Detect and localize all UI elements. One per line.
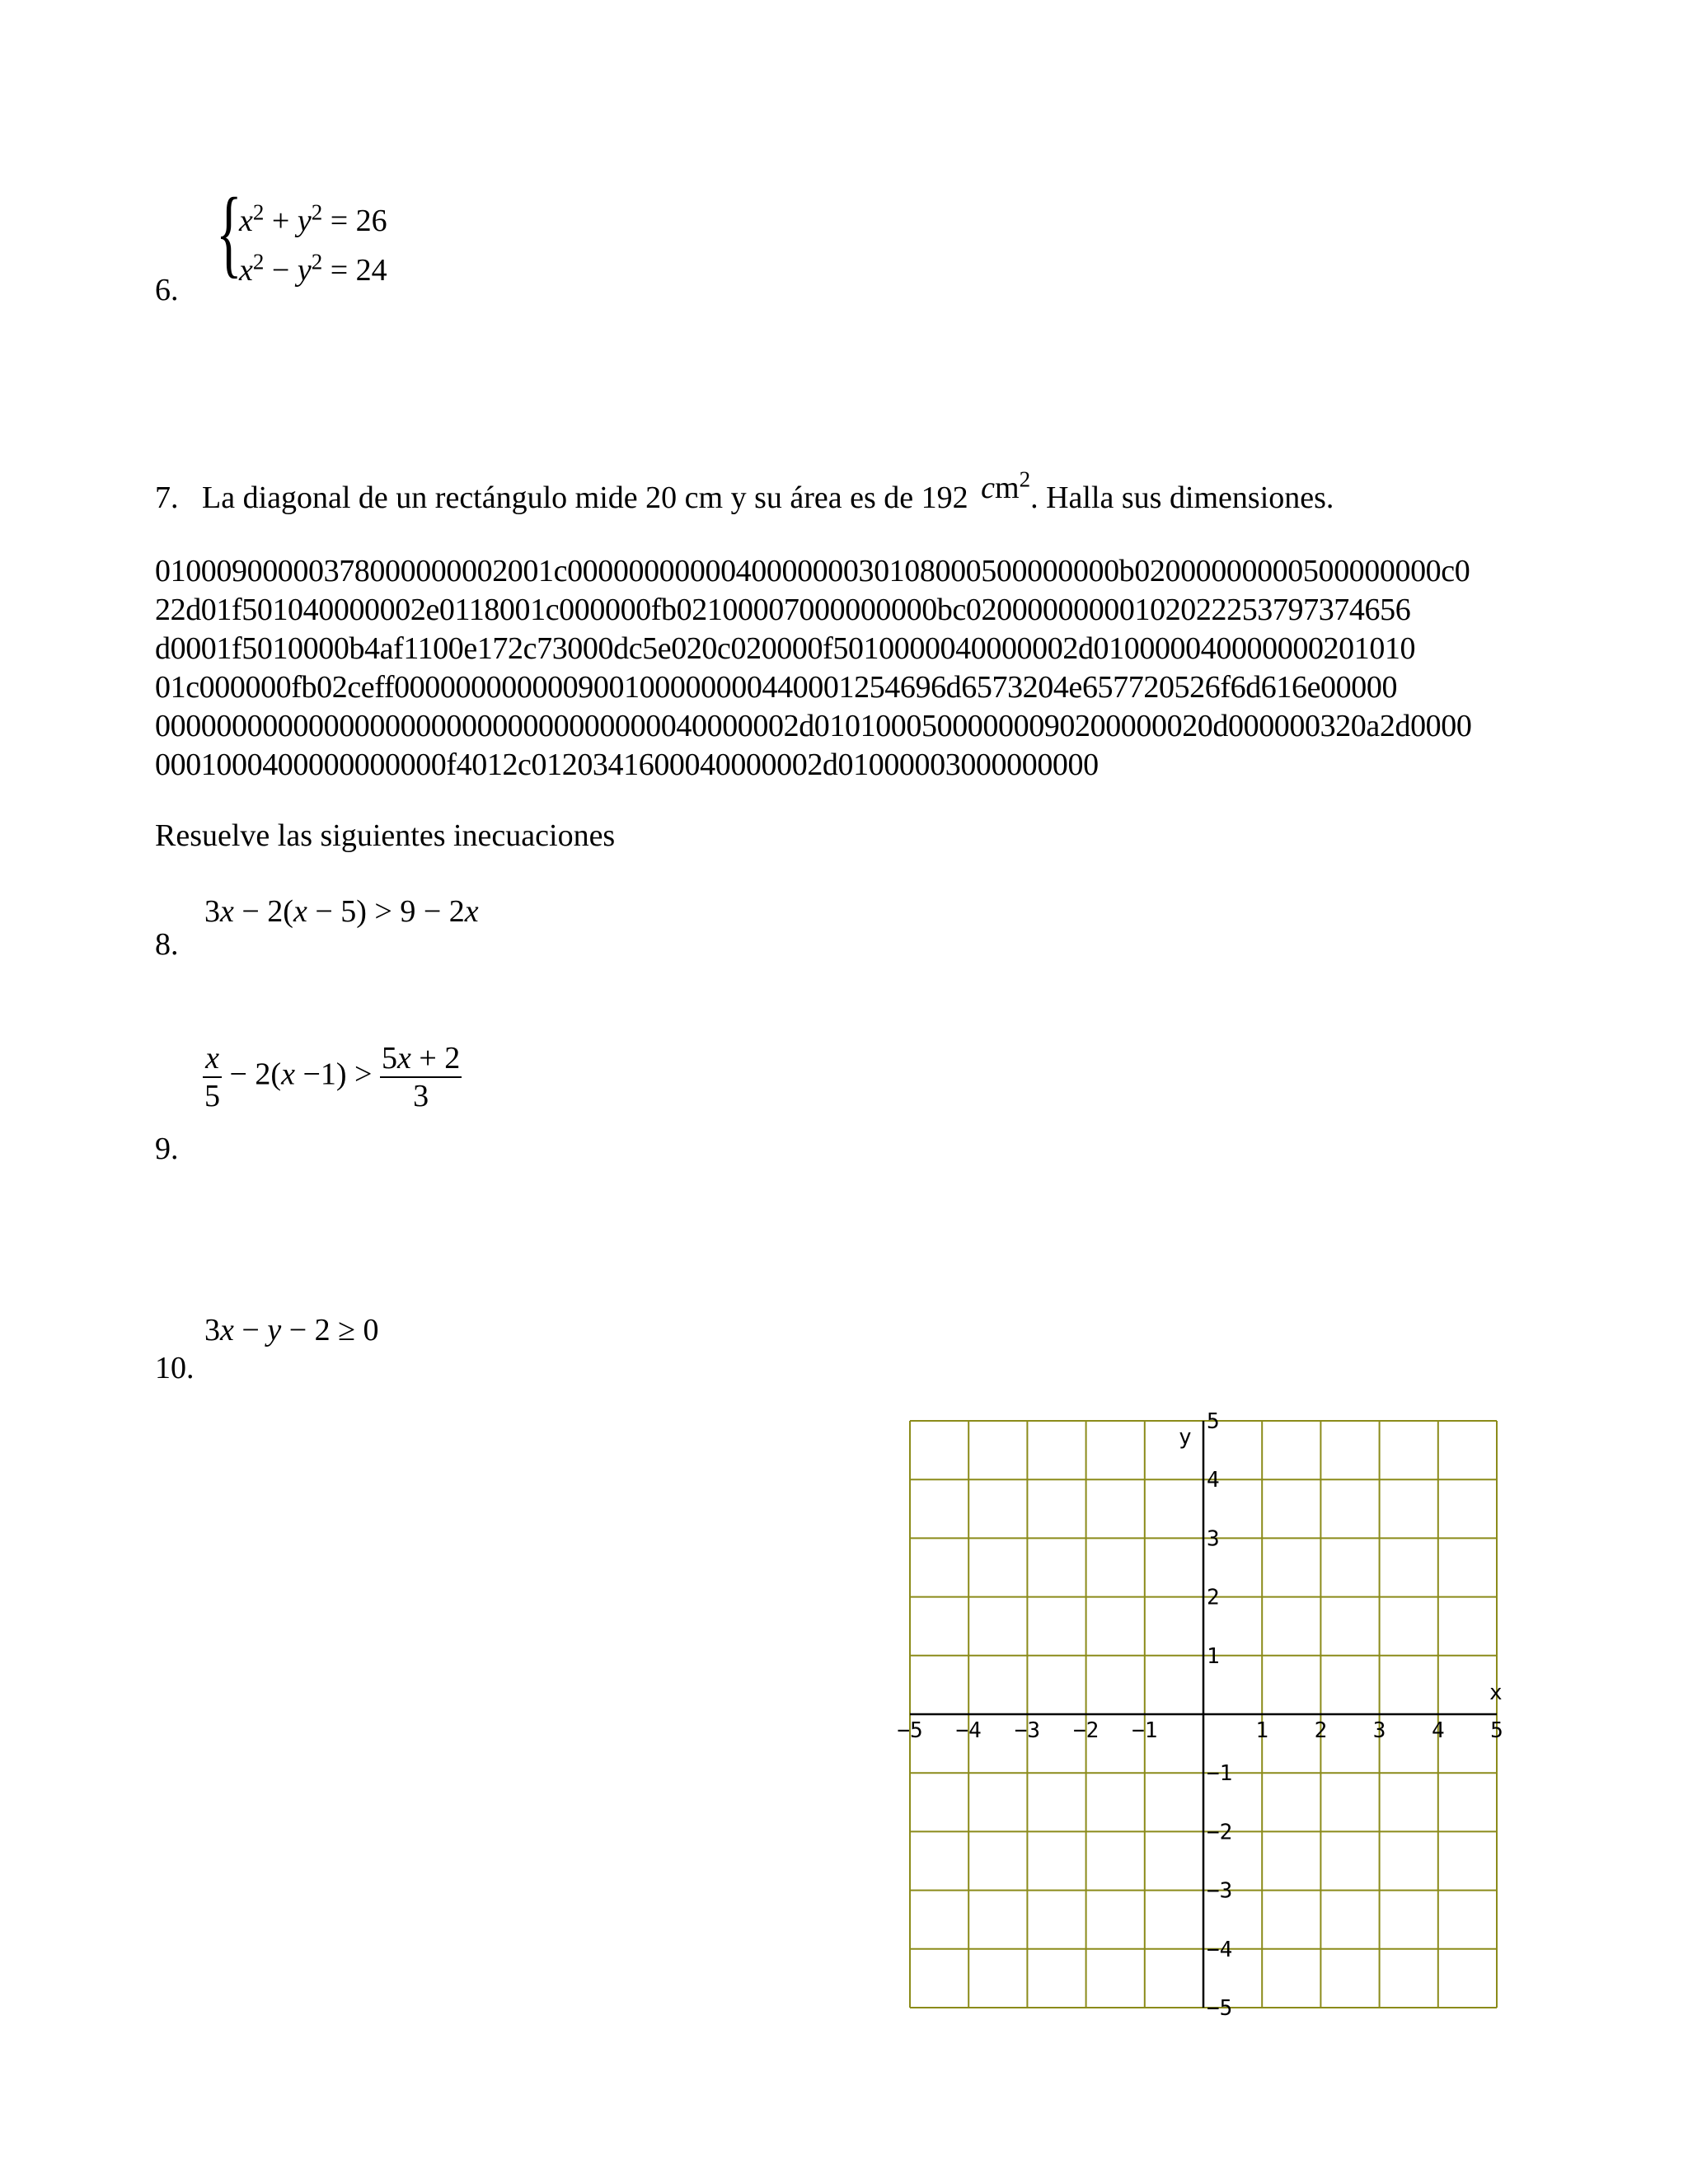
y-tick-label: 1 <box>1207 1643 1220 1669</box>
problem-7 <box>155 466 1334 516</box>
fraction-5x-plus-2-over-3: $\frac{5x + 2}{3}$ <box>381 1041 461 1113</box>
problem-10-inequality: 3x − y − 2 ≥ 0 <box>204 1313 379 1347</box>
x-tick-label: 2 <box>1314 1718 1328 1743</box>
y-tick-label: 2 <box>1207 1585 1220 1610</box>
y-tick-label: −5 <box>1207 1996 1233 2021</box>
y-tick-label: −3 <box>1207 1878 1233 1904</box>
hex-line: 01000900000378000000002001c000000000004000000030108000500000000b02000000000500000000c0 <box>155 554 1470 588</box>
embedded-object-hex-data <box>155 552 1471 785</box>
hex-line: 0001000400000000000f4012c0120341600040000002d01000003000000000 <box>155 748 1099 782</box>
problem-6-number: 6. <box>155 273 179 307</box>
system-brace: { <box>216 177 242 287</box>
problem-8-number: 8. <box>155 927 179 962</box>
hex-line: 000000000000000000000000000000000040000002d01010005000000090200000020d000000320a2d0000 <box>155 709 1472 743</box>
problem-7-text-end: . Halla sus dimensiones. <box>1030 480 1334 515</box>
problem-8-inequality: 3x − 2(x − 5) > 9 − 2x <box>204 894 479 929</box>
x-tick-label: −3 <box>1014 1718 1041 1743</box>
fraction-x-over-5: $\frac{x}{5}$ <box>204 1041 220 1113</box>
problem-9-number: 9. <box>155 1132 179 1166</box>
problem-6-equation-1: $x^2 + y^2 = 26$ <box>239 199 387 238</box>
x-tick-label: −1 <box>1132 1718 1158 1743</box>
y-tick-label: −2 <box>1207 1820 1233 1845</box>
axes <box>910 1421 1497 2008</box>
y-tick-label: 4 <box>1207 1468 1220 1493</box>
y-axis-label: y <box>1179 1425 1192 1450</box>
y-tick-label: 5 <box>1207 1409 1220 1434</box>
problem-7-unit: $cm^2$ <box>981 466 1031 505</box>
section-title: Resuelve las siguientes inecuaciones <box>155 818 616 853</box>
x-tick-label: −4 <box>955 1718 982 1743</box>
y-tick-label: −1 <box>1207 1761 1233 1787</box>
x-tick-label: 1 <box>1255 1718 1269 1743</box>
problem-9-inequality: $\frac{x}{5}$ − 2(x −1) > $\frac{5x + 2}{3}$ <box>204 1041 461 1113</box>
x-axis-label: x <box>1489 1680 1503 1705</box>
x-tick-label: −2 <box>1072 1718 1100 1743</box>
x-tick-label: −5 <box>897 1718 923 1743</box>
problem-7-number: 7. <box>155 480 179 515</box>
problem-10-number: 10. <box>155 1351 195 1385</box>
x-tick-label: 3 <box>1372 1718 1386 1743</box>
hex-line: d0001f5010000b4af1100e172c73000dc5e020c020000f5010000040000002d010000040000000201010 <box>155 631 1416 666</box>
x-tick-label: 5 <box>1490 1718 1503 1743</box>
hex-line: 22d01f501040000002e0118001c000000fb02100007000000000bc02000000000102022253797374656 <box>155 593 1411 627</box>
y-tick-label: 3 <box>1207 1526 1220 1552</box>
problem-6-equation-2: $x^2 - y^2 = 24$ <box>239 249 387 288</box>
hex-line: 01c000000fb02ceff000000000000900100000000440001254696d6573204e657720526f6d616e00000 <box>155 670 1398 705</box>
x-tick-label: 4 <box>1431 1718 1445 1743</box>
problem-7-text: La diagonal de un rectángulo mide 20 cm y su área es de 192 <box>202 480 968 515</box>
coordinate-grid <box>890 1409 1517 2036</box>
y-tick-label: −4 <box>1207 1937 1233 1962</box>
